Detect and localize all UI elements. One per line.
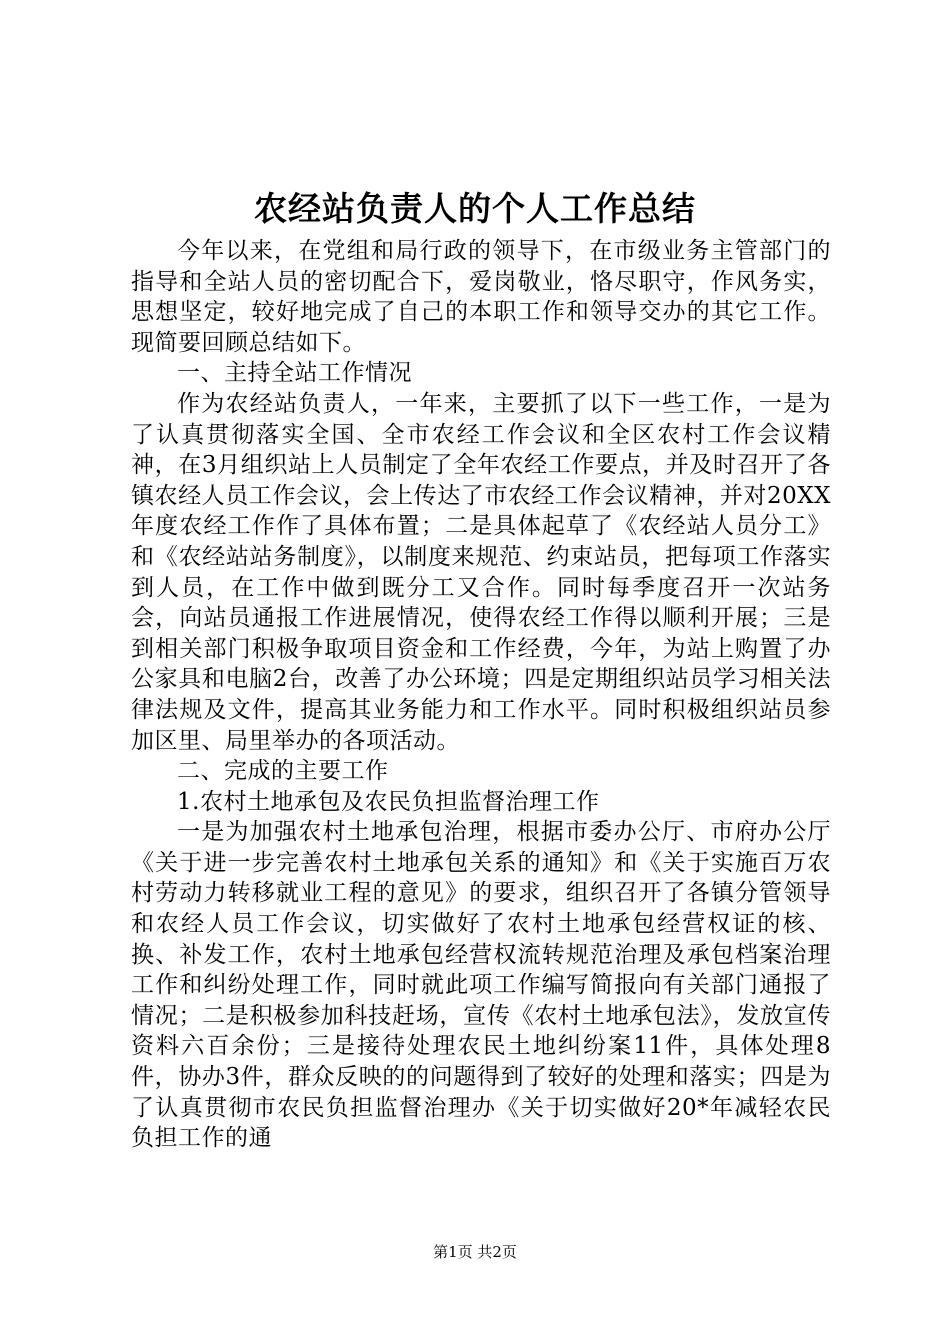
page-footer: 第1页 共2页 — [433, 1243, 517, 1261]
subsection-heading-1: 1.农村土地承包及农民负担监督治理工作 — [177, 788, 600, 815]
document-title: 农经站负责人的个人工作总结 — [254, 189, 696, 228]
paragraph-land-contract: 一是为加强农村土地承包治理，根据市委办公厅、市府办公厅《关于进一步完善农村土地承包关系的通知》和《关于实施百万农村劳动力转移就业工程的意见》的要求，组织召开了各镇分管领导和农经人员工作会议，切实做好了农村土地承包经营权证的核、换、补发工作，农村土地承包经营权流转规范治理及承包档案治理工作和纠纷处理工作，同时就此项工作编写简报向有关部门通报了情况；二是积极参加科技赶场，宣传《农村土地承包法》，发放宣传资料六百余份；三是接待处理农民土地纠纷案11件，具体处理8件，协办3件，群众反映的的问题得到了较好的处理和落实；四是为了认真贯彻市农民负担监督治理办《关于切实做好20*年减轻农民负担工作的通 — [131, 819, 831, 1152]
document-body — [131, 236, 831, 1154]
section-heading-2: 二、完成的主要工作 — [177, 758, 389, 785]
paragraph-intro: 今年以来，在党组和局行政的领导下，在市级业务主管部门的指导和全站人员的密切配合下，爱岗敬业，恪尽职守，作风务实，思想坚定，较好地完成了自己的本职工作和领导交办的其它工作。现简要回顾总结如下。 — [131, 238, 831, 356]
paragraph-station-work: 作为农经站负责人，一年来，主要抓了以下一些工作，一是为了认真贯彻落实全国、全市农经工作会议和全区农村工作会议精神，在3月组织站上人员制定了全年农经工作要点，并及时召开了各镇农经人员工作会议，会上传达了市农经工作会议精神，并对20XX年度农经工作作了具体布置；二是具体起草了《农经站人员分工》和《农经站站务制度》，以制度来规范、约束站员，把每项工作落实到人员，在工作中做到既分工又合作。同时每季度召开一次站务会，向站员通报工作进展情况，使得农经工作得以顺利开展；三是到相关部门积极争取项目资金和工作经费，今年，为站上购置了办公家具和电脑2台，改善了办公环境；四是定期组织站员学习相关法律法规及文件，提高其业务能力和工作水平。同时积极组织站员参加区里、局里举办的各项活动。 — [131, 390, 831, 754]
section-heading-1: 一、主持全站工作情况 — [177, 360, 412, 387]
